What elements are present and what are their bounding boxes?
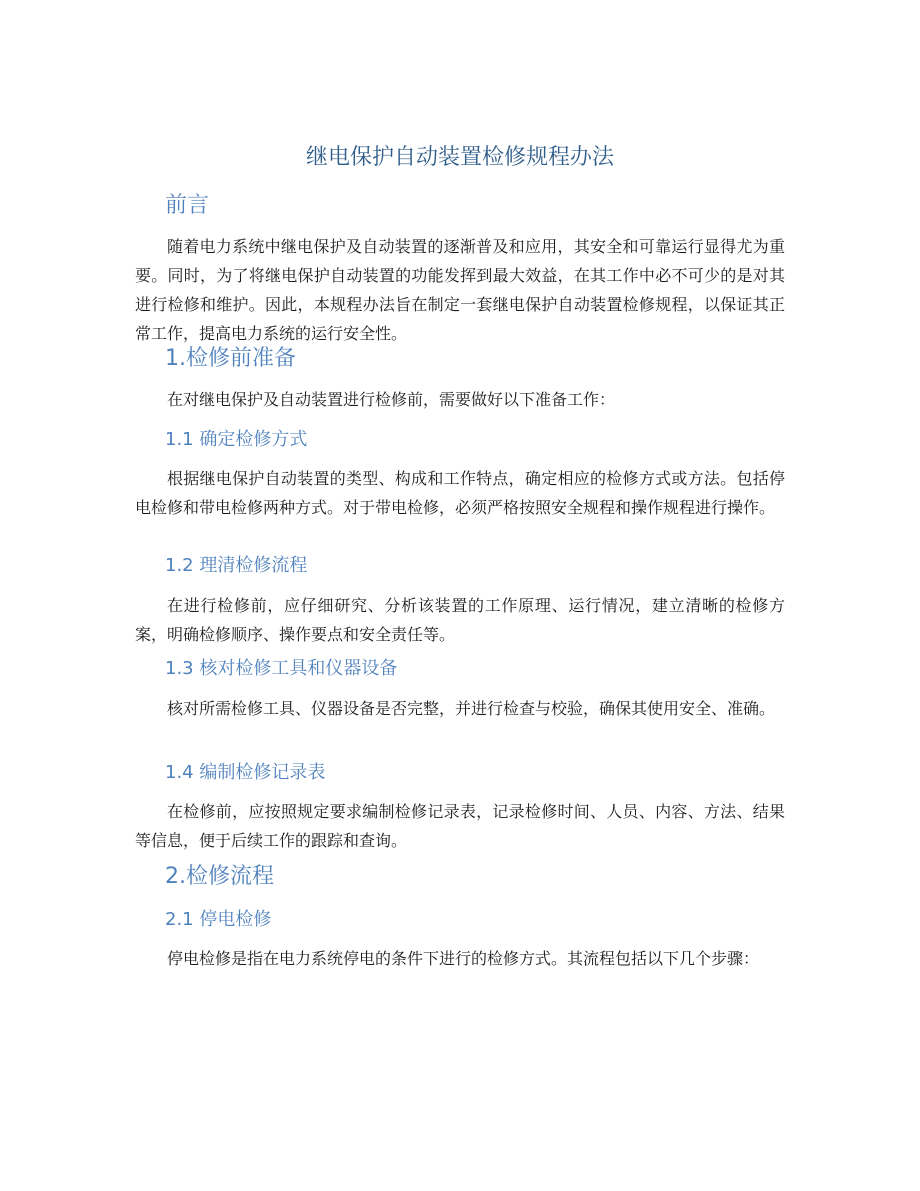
section-2-1-heading: 2.1 停电检修 [165, 909, 272, 930]
section-1-heading: 1.检修前准备 [165, 346, 296, 371]
section-1-3-heading: 1.3 核对检修工具和仪器设备 [165, 658, 398, 679]
preface-paragraph: 随着电力系统中继电保护及自动装置的逐渐普及和应用，其安全和可靠运行显得尤为重要。同时，为了将继电保护自动装置的功能发挥到最大效益，在其工作中必不可少的是对其进行检修和维护。因此，本规程办法旨在制定一套继电保护自动装置检修规程，以保证其正常工作，提高电力系统的运行安全性。 [135, 237, 785, 343]
section-2-heading: 2.检修流程 [165, 864, 274, 889]
section-1-4-heading: 1.4 编制检修记录表 [165, 762, 326, 783]
section-1-4-paragraph: 在检修前，应按照规定要求编制检修记录表，记录检修时间、人员、内容、方法、结果等信息，便于后续工作的跟踪和查询。 [135, 802, 785, 850]
preface-heading: 前言 [165, 193, 210, 218]
section-1-3-paragraph: 核对所需检修工具、仪器设备是否完整，并进行检查与校验，确保其使用安全、准确。 [167, 699, 776, 718]
section-1-1-heading: 1.1 确定检修方式 [165, 429, 308, 450]
section-2-1-paragraph: 停电检修是指在电力系统停电的条件下进行的检修方式。其流程包括以下几个步骤： [167, 949, 760, 968]
section-1-intro: 在对继电保护及自动装置进行检修前，需要做好以下准备工作： [167, 390, 616, 409]
section-1-1-paragraph: 根据继电保护自动装置的类型、构成和工作特点，确定相应的检修方式或方法。包括停电检修和带电检修两种方式。对于带电检修，必须严格按照安全规程和操作规程进行操作。 [135, 469, 785, 517]
section-1-2-heading: 1.2 理清检修流程 [165, 555, 308, 576]
section-1-2-paragraph: 在进行检修前，应仔细研究、分析该装置的工作原理、运行情况，建立清晰的检修方案，明确检修顺序、操作要点和安全责任等。 [135, 596, 785, 644]
document-title: 继电保护自动装置检修规程办法 [305, 145, 614, 170]
